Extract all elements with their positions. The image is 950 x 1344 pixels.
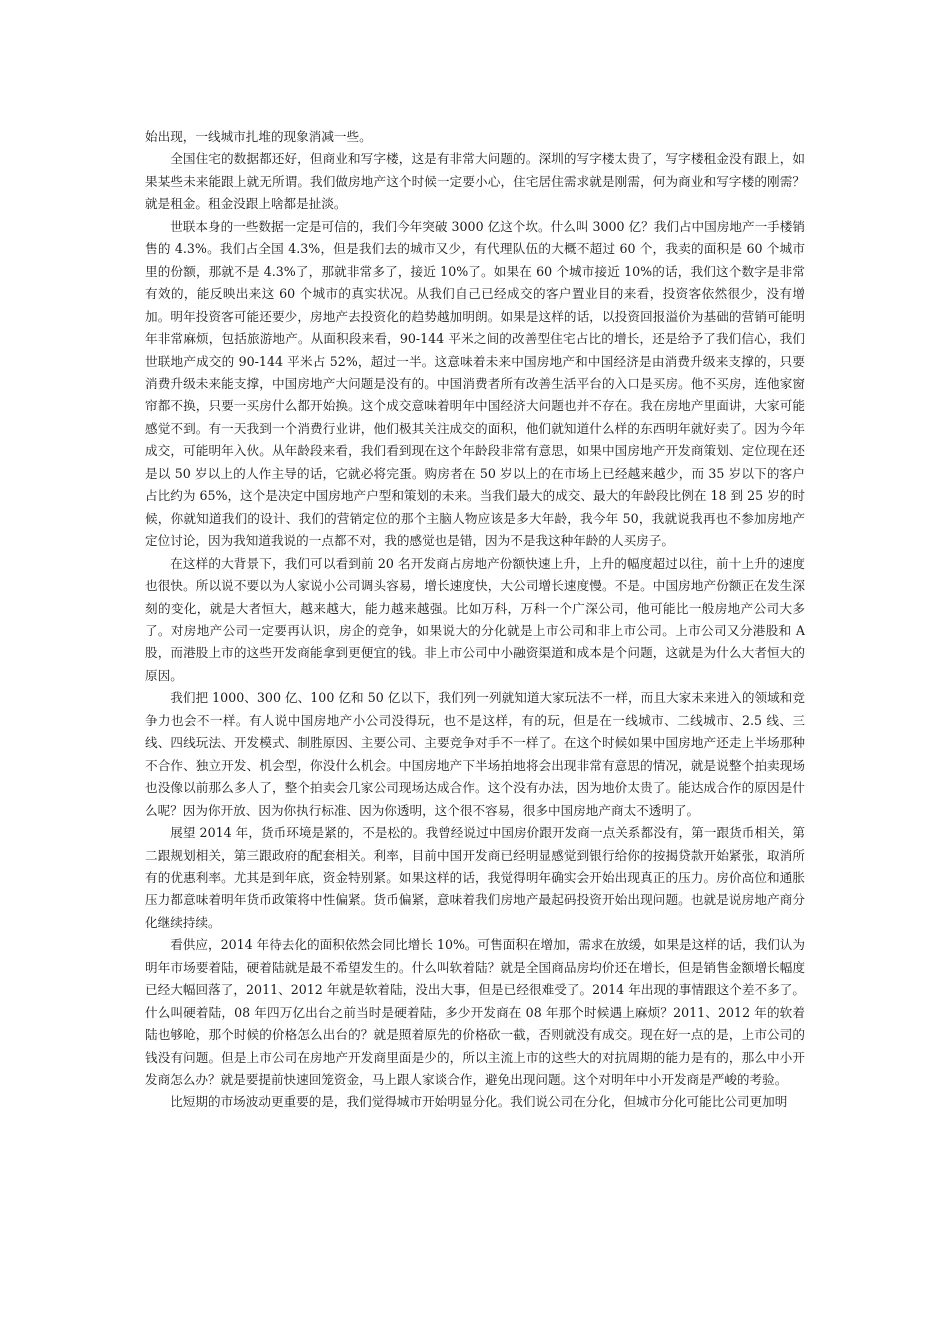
paragraph-worldunion-data: 世联本身的一些数据一定是可信的，我们今年突破 3000 亿这个坎。什么叫 3000 亿？我们占中国房地产一手楼销售的 4.3%。我们占全国 4.3%，但是我们去的城市又少，有代理队伍的大概不超过 60 个，我卖的面积是 60 个城市里的份额，那就不是 4.3%了，那就非常多了，接近 10%了。如果在 60 个城市接近 10%的话，我们这个数字是非常有效的，能反映出来这 60 个城市的真实状况。从我们自己已经成交的客户置业目的来看，投资客依然很少，没有增加。明年投资客可能还要少，房地产去投资化的趋势越加明朗。如果是这样的话，以投资回报溢价为基础的营销可能明年非常麻烦，包括旅游地产。从面积段来看，90-144 平米之间的改善型住宅占比的增长，还是给予了我们信心，我们世联地产成交的 90-144 平米占 52%，超过一半。这意味着未来中国房地产和中国经济是由消费升级来支撑的，只要消费升级未来能支撑，中国房地产大问题是没有的。中国消费者所有改善生活平台的入口是买房。他不买房，连他家窗帘都不换，只要一买房什么都开始换。这个成交意味着明年中国经济大问题也并不存在。我在房地产里面讲，大家可能感觉不到。有一天我到一个消费行业讲，他们极其关注成交的面积，他们就知道什么样的东西明年就好卖了。因为今年成交，可能明年入伙。从年龄段来看，我们看到现在这个年龄段非常有意思，如果中国房地产开发商策划、定位现在还是以 50 岁以上的人作主导的话，它就必将完蛋。购房者在 50 岁以上的在市场上已经越来越少，而 35 岁以下的客户占比约为 65%，这个是决定中国房地产户型和策划的未来。当我们最大的成交、最大的年龄段比例在 18 到 25 岁的时候，你就知道我们的设计、我们的营销定位的那个主脑人物应该是多大年龄，我今年 50，我就说我再也不参加房地产定位讨论，因为我知道我说的一点都不对，我的感觉也是错，因为不是我这种年龄的人买房子。 [145, 218, 805, 549]
paragraph-city-divergence: 比短期的市场波动更重要的是，我们觉得城市开始明显分化。我们说公司在分化，但城市分化可能比公司更加明 [170, 1094, 788, 1110]
paragraph-commercial-office: 全国住宅的数据都还好，但商业和写字楼，这是有非常大问题的。深圳的写字楼太贵了，写字楼租金没有跟上，如果某些未来能跟上就无所谓。我们做房地产这个时候一定要小心，住宅居住需求就是刚需，何为商业和写字楼的刚需？就是租金。租金没跟上啥都是扯淡。 [145, 151, 805, 212]
paragraph-developer-share: 在这样的大背景下，我们可以看到前 20 名开发商占房地产份额快速上升，上升的幅度超过以往，前十上升的速度也很快。所以说不要以为人家说小公司调头容易，增长速度快，大公司增长速度慢。不是。中国房地产份额正在发生深刻的变化，就是大者恒大，越来越大，能力越来越强。比如万科，万科一个广深公司，他可能比一般房地产公司大多了。对房地产公司一定要再认识，房企的竞争，如果说大的分化就是上市公司和非上市公司。上市公司又分港股和 A 股，而港股上市的这些开发商能拿到更便宜的钱。非上市公司中小融资渠道和成本是个问题，这就是为什么大者恒大的原因。 [145, 555, 805, 683]
paragraph-outlook-2014: 展望 2014 年，货币环境是紧的，不是松的。我曾经说过中国房价跟开发商一点关系都没有，第一跟货币相关，第二跟规划相关，第三跟政府的配套相关。利率，目前中国开发商已经明显感觉到银行给你的按揭贷款开始紧张，取消所有的优惠利率。尤其是到年底，资金特别紧。如果这样的话，我觉得明年确实会开始出现真正的压力。房价高位和通胀压力都意味着明年货币政策将中性偏紧。货币偏紧，意味着我们房地产最起码投资开始出现问题。也就是说房地产商分化继续持续。 [145, 825, 805, 930]
paragraph-developer-tiers: 我们把 1000、300 亿、100 亿和 50 亿以下，我们列一列就知道大家玩法不一样，而且大家未来进入的领域和竞争力也会不一样。有人说中国房地产小公司没得玩，也不是这样，有的玩，但是在一线城市、二线城市、2.5 线、三线、四线玩法、开发模式、制胜原因、主要公司、主要竞争对手不一样了。在这个时候如果中国房地产还走上半场那种不合作、独立开发、机会型，你没什么机会。中国房地产下半场拍地将会出现非常有意思的情况，就是说整个拍卖现场也没像以前那么多人了，整个拍卖会几家公司现场达成合作。这个没有办法，因为地价太贵了。能达成合作的原因是什么呢？因为你开放、因为你执行标准、因为你透明，这个很不容易，很多中国房地产商太不透明了。 [145, 690, 805, 818]
paragraph-supply: 看供应，2014 年待去化的面积依然会同比增长 10%。可售面积在增加，需求在放缓，如果是这样的话，我们认为明年市场要着陆，硬着陆就是最不希望发生的。什么叫软着陆？就是全国商品房均价还在增长，但是销售金额增长幅度已经大幅回落了，2011、2012 年就是软着陆，没出大事，但是已经很难受了。2014 年出现的事情跟这个差不多了。什么叫硬着陆，08 年四万亿出台之前当时是硬着陆，多少开发商在 08 年那个时候遇上麻烦？2011、2012 年的软着陆也够呛，那个时候的价格怎么出台的？就是照着原先的价格砍一截，否则就没有成交。现在好一点的是，上市公司的钱没有问题。但是上市公司在房地产开发商里面是少的，所以主流上市的这些大的对抗周期的能力是有的，那么中小开发商怎么办？就是要提前快速回笼资金，马上跟人家谈合作，避免出现问题。这个对明年中小开发商是严峻的考验。 [145, 937, 805, 1088]
paragraph-continued: 始出现，一线城市扎堆的现象消减一些。 [145, 129, 372, 144]
article-body [145, 126, 805, 1114]
